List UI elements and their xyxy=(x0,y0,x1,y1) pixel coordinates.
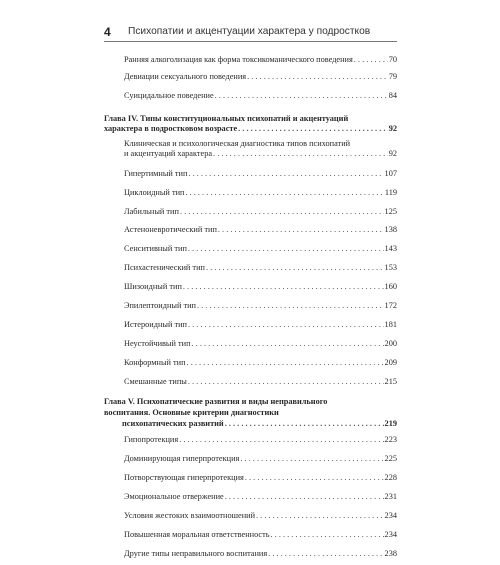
toc-entry-page: 209 xyxy=(384,357,397,367)
leader-dots xyxy=(271,528,384,542)
toc-entry-title: Девиации сексуального поведения xyxy=(124,72,247,81)
toc-entry-page: 119 xyxy=(384,187,397,197)
toc-entry xyxy=(104,433,397,452)
toc-entry xyxy=(104,280,397,299)
toc-entry xyxy=(104,490,397,509)
toc-entry-title: Другие типы неправильного воспитания xyxy=(124,548,268,558)
leader-dots xyxy=(213,149,388,159)
toc-entry xyxy=(104,528,397,547)
toc-entry-title: Условия жестоких взаимоотношений xyxy=(124,510,256,520)
leader-dots xyxy=(247,70,388,84)
toc-entry-page: 138 xyxy=(384,225,397,235)
toc-entry xyxy=(104,547,397,565)
toc-entry-page: 181 xyxy=(384,319,397,329)
toc-entry xyxy=(104,89,397,108)
toc-entry-title: и акцентуаций характера xyxy=(124,149,213,159)
leader-dots xyxy=(179,433,383,447)
toc-entry-title: Гипопротекция xyxy=(124,435,179,445)
toc-entry xyxy=(104,139,397,160)
chapter-heading xyxy=(104,114,397,135)
toc-entry-title: Гипертимный тип xyxy=(124,168,188,178)
leader-dots xyxy=(188,318,384,332)
toc-entry-title: Лабильный тип xyxy=(124,206,179,216)
toc-entry-title: Клиническая и психологическая диагностика типов психопатий xyxy=(124,138,351,148)
running-head: Психопатии и акцентуации характера у подростков xyxy=(128,26,371,37)
chapter-title-line: Глава IV. Типы конституциональных психопатий и акцентуаций xyxy=(104,113,349,123)
toc-entry-page: 92 xyxy=(388,149,397,159)
leader-dots xyxy=(206,261,384,275)
toc-entry-title: Смешанные типы xyxy=(124,376,187,386)
toc-entry-page: 160 xyxy=(384,282,397,292)
toc-entry-page: 107 xyxy=(384,168,397,178)
chapter-heading xyxy=(104,397,397,429)
toc-entry xyxy=(104,375,397,394)
toc-entry-page: 70 xyxy=(388,55,397,64)
toc-entry xyxy=(104,356,397,375)
leader-dots xyxy=(188,375,384,389)
leader-dots xyxy=(354,53,388,67)
toc-entry-page: 79 xyxy=(388,72,397,81)
toc-entry-title: Доминирующая гиперпротекция xyxy=(124,454,240,464)
toc-entry-page: 215 xyxy=(384,376,397,386)
leader-dots xyxy=(185,186,383,200)
toc-entry xyxy=(104,186,397,205)
toc-entry xyxy=(104,242,397,261)
toc-entry-title: Повышенная моральная ответственность xyxy=(124,529,270,539)
toc-entry xyxy=(104,205,397,224)
toc-entry xyxy=(104,53,397,70)
toc-entry-title: Истероидный тип xyxy=(124,319,187,329)
toc-entry-title: Неустойчивый тип xyxy=(124,338,191,348)
toc-entry-title: Ранняя алкоголизация как форма токсикоманического поведения xyxy=(124,55,353,64)
toc-entry xyxy=(104,318,397,337)
toc-entry xyxy=(104,223,397,242)
leader-dots xyxy=(192,337,384,351)
toc-entry xyxy=(104,261,397,280)
leader-dots xyxy=(187,356,384,370)
leader-dots xyxy=(188,167,383,181)
leader-dots xyxy=(238,124,388,135)
toc-entry-title: Психастенический тип xyxy=(124,263,205,273)
toc-entry xyxy=(104,167,397,186)
header-rule xyxy=(104,41,397,42)
toc-entry-page: 200 xyxy=(384,338,397,348)
toc-entry-page: 153 xyxy=(384,263,397,273)
toc-entry-title: Сенситивный тип xyxy=(124,244,187,254)
toc-entry-page: 234 xyxy=(384,510,397,520)
toc-entry-title: Потворствующая гиперпротекция xyxy=(124,473,244,483)
leader-dots xyxy=(215,89,388,103)
chapter-page: 92 xyxy=(388,124,397,134)
leader-dots xyxy=(256,509,384,523)
toc-entry-page: 228 xyxy=(384,473,397,483)
leader-dots xyxy=(245,471,384,485)
leader-dots xyxy=(268,547,383,561)
toc-entry xyxy=(104,452,397,471)
toc-entry-title: Конформный тип xyxy=(124,357,186,367)
leader-dots xyxy=(197,299,384,313)
chapter-title-line: воспитания. Основные критерии диагностики xyxy=(104,408,279,418)
toc-entry xyxy=(104,471,397,490)
toc-entry-title: Астеноневротический тип xyxy=(124,225,217,235)
toc-entry-title: Эмоциональное отвержение xyxy=(124,491,224,501)
toc-entry-page: 223 xyxy=(384,435,397,445)
toc-entry-title: Циклоидный тип xyxy=(124,187,185,197)
toc-entry xyxy=(104,509,397,528)
toc-entry-page: 84 xyxy=(388,90,397,100)
toc-entry-title: Эпилептоидный тип xyxy=(124,301,196,311)
toc-entry-page: 225 xyxy=(384,454,397,464)
toc-entry-page: 234 xyxy=(384,529,397,539)
table-of-contents xyxy=(104,53,397,565)
toc-entry-page: 231 xyxy=(384,491,397,501)
chapter-title-line: психопатических развитий xyxy=(122,418,224,428)
toc-entry-title: Суицидальное поведение xyxy=(124,90,214,100)
leader-dots xyxy=(180,205,384,219)
toc-entry xyxy=(104,70,397,89)
chapter-title-line: характера в подростковом возрасте xyxy=(104,124,238,134)
chapter-page: 219 xyxy=(384,418,397,428)
toc-entry-page: 238 xyxy=(384,548,397,558)
toc-entry xyxy=(104,337,397,356)
leader-dots xyxy=(240,452,383,466)
leader-dots xyxy=(183,280,384,294)
chapter-title-line: Глава V. Психопатические развития и виды неправильного xyxy=(104,397,328,407)
leader-dots xyxy=(225,419,384,430)
toc-entry xyxy=(104,299,397,318)
toc-entry-page: 125 xyxy=(384,206,397,216)
toc-entry-title: Шизоидный тип xyxy=(124,282,182,292)
leader-dots xyxy=(225,490,384,504)
leader-dots xyxy=(218,223,384,237)
page-number: 4 xyxy=(104,25,111,39)
toc-entry-page: 143 xyxy=(384,244,397,254)
leader-dots xyxy=(188,242,384,256)
toc-entry-page: 172 xyxy=(384,301,397,311)
